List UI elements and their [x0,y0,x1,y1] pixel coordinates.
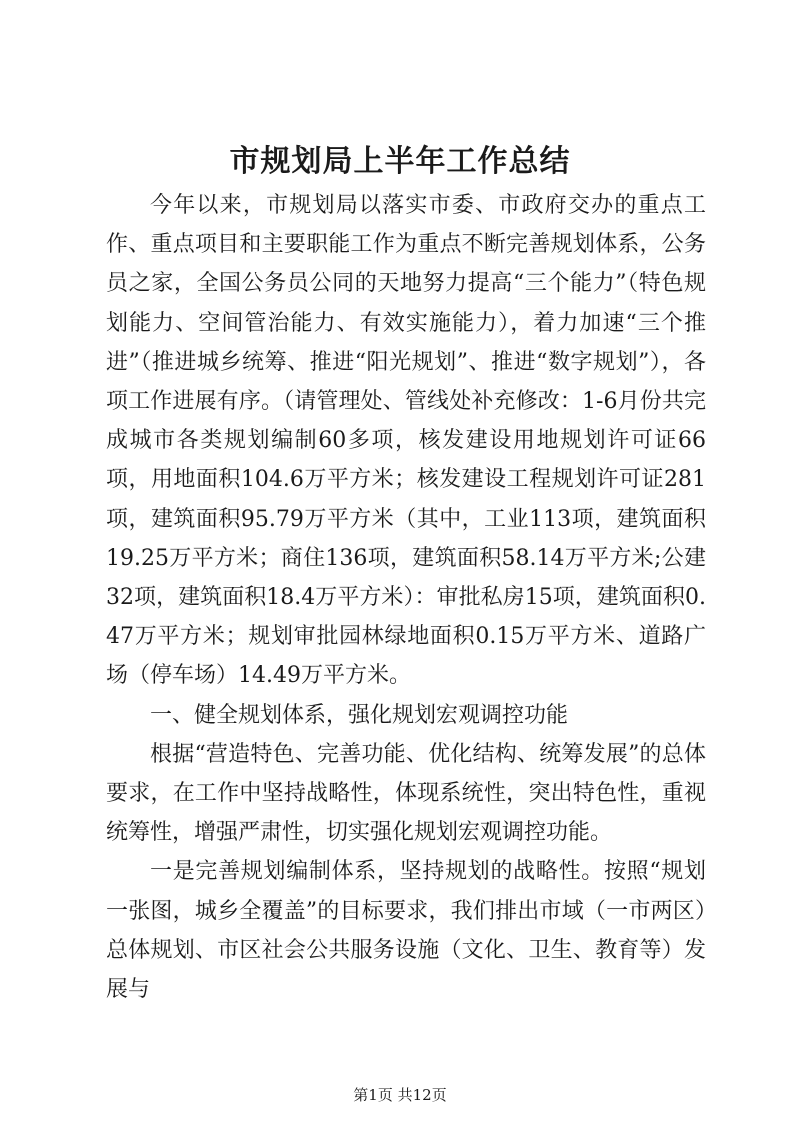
section-heading-1: 一、健全规划体系，强化规划宏观调控功能 [150,702,569,728]
paragraph-intro: 今年以来，市规划局以落实市委、市政府交办的重点工作、重点项目和主要职能工作为重点不断完善规划体系，公务员之家，全国公务员公同的天地努力提高“三个能力”（特色规划能力、空间管治能力、有效实施能力），着力加速“三个推进”（推进城乡统筹、推进“阳光规划”、推进“数字规划”），各项工作进展有序。（请管理处、管线处补充修改：1-6月份共完成城市各类规划编制60多项，核发建设用地规划许可证66项，用地面积104.6万平方米；核发建设工程规划许可证281项，建筑面积95.79万平方米（其中，工业113项，建筑面积19.25万平方米；商住136项，建筑面积58.14万平方米;公建32项，建筑面积18.4万平方米）：审批私房15项，建筑面积0.47万平方米；规划审批园林绿地面积0.15万平方米、道路广场（停车场）14.49万平方米。 [106,193,706,689]
document-body [106,186,706,1009]
document-title: 市规划局上半年工作总结 [229,144,571,179]
page-footer: 第1页 共12页 [353,1086,447,1104]
paragraph-section-1: 根据“营造特色、完善功能、优化结构、统筹发展”的总体要求，在工作中坚持战略性，体现系统性，突出特色性，重视统筹性，增强严肃性，切实强化规划宏观调控功能。 [106,741,706,846]
paragraph-point-1: 一是完善规划编制体系，坚持规划的战略性。按照“规划一张图，城乡全覆盖”的目标要求，我们排出市域（一市两区）总体规划、市区社会公共服务设施（文化、卫生、教育等）发展与 [106,859,706,1003]
